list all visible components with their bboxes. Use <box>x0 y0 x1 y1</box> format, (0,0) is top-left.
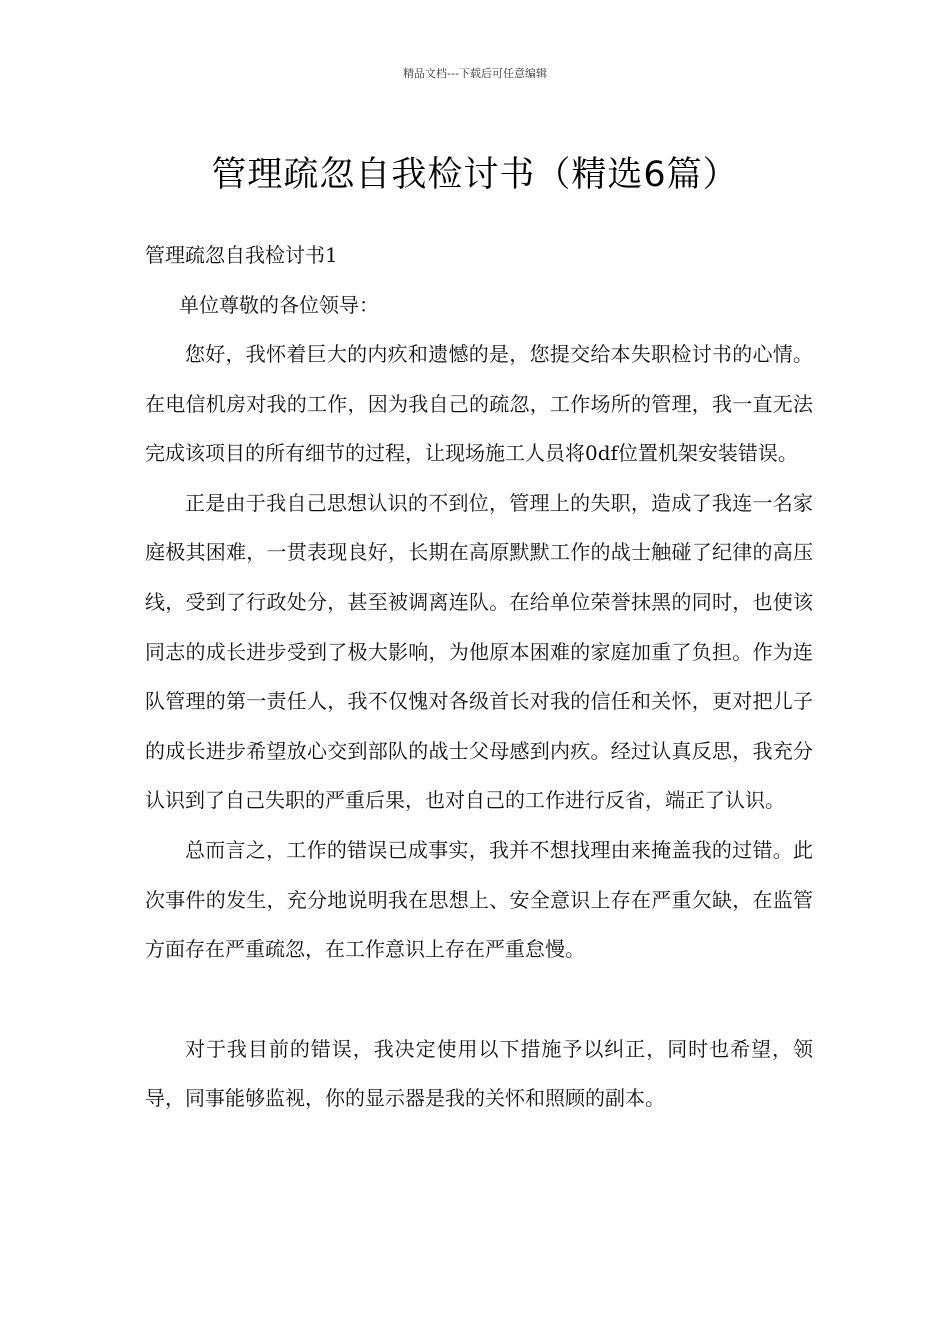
section-title: 管理疏忽自我检讨书1 <box>145 243 338 267</box>
paragraph-4: 对于我目前的错误，我决定使用以下措施予以纠正，同时也希望，领导，同事能够监视，你的显示器是我的关怀和照顾的副本。 <box>145 1036 813 1111</box>
paragraph-gap <box>145 975 813 1025</box>
document-title: 管理疏忽自我检讨书（精选6篇） <box>211 155 739 196</box>
paragraph-1: 您好，我怀着巨大的内疚和遗憾的是，您提交给本失职检讨书的心情。在电信机房对我的工作，因为我自己的疏忽，工作场所的管理，我一直无法完成该项目的所有细节的过程，让现场施工人员将0df位置机架安装错误。 <box>145 342 813 466</box>
paragraph-2: 正是由于我自己思想认识的不到位，管理上的失职，造成了我连一名家庭极其困难，一贯表现良好，长期在高原默默工作的战士触碰了纪律的高压线，受到了行政处分，甚至被调离连队。在给单位荣誉抹黑的同时，也使该同志的成长进步受到了极大影响，为他原本困难的家庭加重了负担。作为连队管理的第一责任人，我不仅愧对各级首长对我的信任和关怀，更对把儿子的成长进步希望放心交到部队的战士父母感到内疚。经过认真反思，我充分认识到了自己失职的严重后果，也对自己的工作进行反省，端正了认识。 <box>145 490 813 813</box>
paragraph-3: 总而言之，工作的错误已成事实，我并不想找理由来掩盖我的过错。此次事件的发生，充分地说明我在思想上、安全意识上存在严重欠缺，在监管方面存在严重疏忽，在工作意识上存在严重怠慢。 <box>145 837 813 962</box>
header-note: 精品文档---下载后可任意编辑 <box>403 67 547 80</box>
salutation: 单位尊敬的各位领导： <box>179 293 379 317</box>
document-body <box>145 230 813 1124</box>
